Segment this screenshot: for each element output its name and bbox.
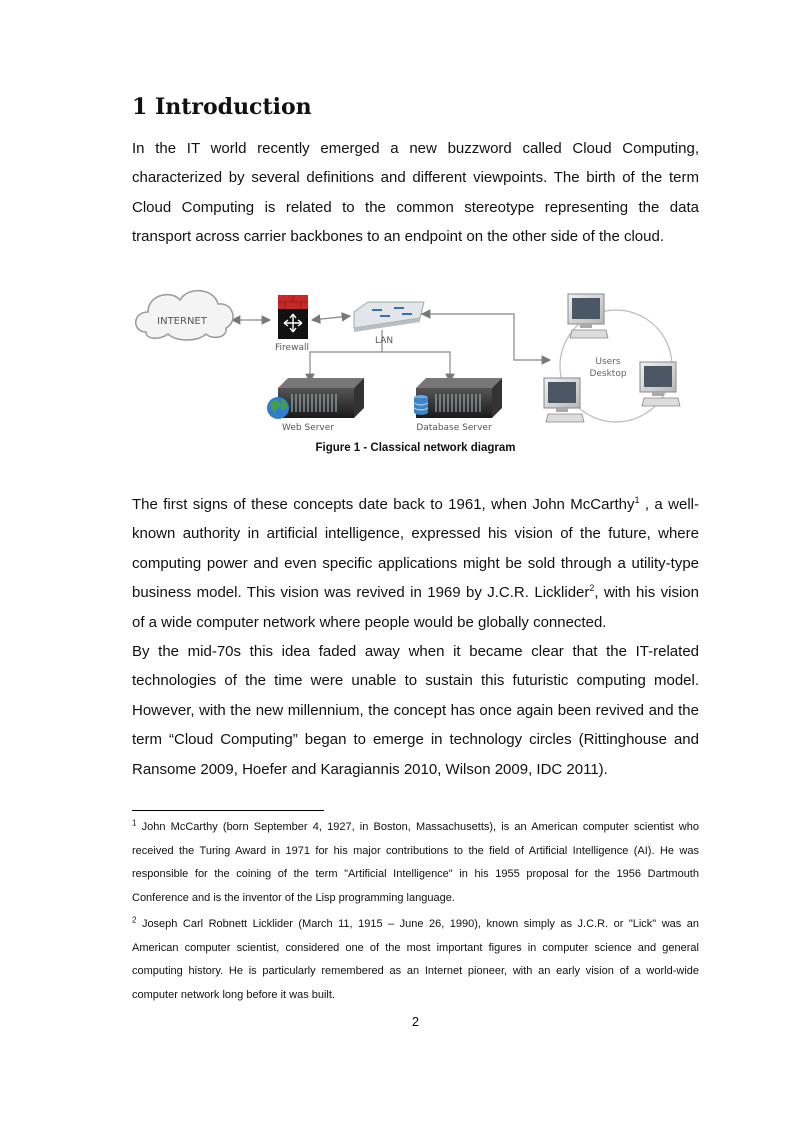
desktop-label: Desktop <box>589 369 627 379</box>
footnote-mark-2: 2 <box>132 915 137 925</box>
internet-cloud-icon <box>136 291 233 340</box>
desktop-computer-icon <box>544 378 584 422</box>
web-server-label: Web Server <box>282 423 334 433</box>
footnote-ref-2[interactable]: 2 <box>589 583 595 594</box>
network-diagram-figure <box>132 280 699 440</box>
figure-caption: Figure 1 - Classical network diagram <box>315 442 516 454</box>
history-paragraph <box>132 490 699 637</box>
footnote-1 <box>132 816 699 910</box>
desktop-computer-icon <box>640 362 680 406</box>
lan-switch-icon <box>354 302 424 346</box>
footnote-text-2: Joseph Carl Robnett Licklider (March 11, 1915 – June 26, 1990), known simply as J.C.R. or "Lick" was an American computer scientist, considered one of the most important figures in computer science and general computing history. He is particularly remembered as an Internet pioneer, with an early vision of a world-wide computer network long before it was built. <box>132 918 699 1001</box>
database-icon <box>414 395 428 415</box>
database-server-label: Database Server <box>416 423 492 433</box>
firewall-icon <box>275 295 309 353</box>
desktop-computer-icon <box>568 294 608 338</box>
web-server-icon <box>267 378 364 433</box>
history-text-part3: , with his vision of a wide computer network where people would be globally connected. <box>132 584 699 631</box>
users-label: Users <box>595 357 621 367</box>
revival-paragraph: By the mid-70s this idea faded away when it became clear that the IT-related technologies of the time were unable to sustain this futuristic computing model. However, with the new millennium, the concept has once again been revived and the term “Cloud Computing” began to emerge in technology circles (Rittinghouse and Ransome 2009, Hoefer and Karagiannis 2010, Wilson 2009, IDC 2011). <box>132 643 699 778</box>
section-heading: 1 Introduction <box>132 94 312 120</box>
users-desktop-group <box>544 294 680 422</box>
footnote-2 <box>132 913 699 1007</box>
internet-label: INTERNET <box>157 316 207 327</box>
history-text-part1: The first signs of these concepts date back to 1961, when John McCarthy <box>132 496 635 513</box>
lan-label: LAN <box>374 336 394 346</box>
footnote-separator <box>132 810 324 811</box>
footnote-ref-1[interactable]: 1 <box>634 495 640 505</box>
intro-paragraph: In the IT world recently emerged a new buzzword called Cloud Computing, characterized by several definitions and different viewpoints. The birth of the term Cloud Computing is related to the common stereotype representing the data transport across carrier backbones to an endpoint on the other side of the cloud. <box>132 140 699 246</box>
firewall-label: Firewall <box>275 343 309 353</box>
page-number: 2 <box>411 1014 420 1029</box>
footnote-text-1: John McCarthy (born September 4, 1927, in Boston, Massachusetts), is an American computer scientist who received the Turing Award in 1971 for his major contributions to the field of Artificial Intelligence (AI). He was responsible for the coining of the term "Artificial Intelligence" in his 1955 proposal for the 1956 Dartmouth Conference and is the inventor of the Lisp programming language. <box>132 821 699 904</box>
database-server-icon <box>414 378 502 433</box>
footnote-mark-1: 1 <box>132 818 137 828</box>
network-diagram <box>132 280 699 440</box>
history-text-part2: , a well-known authority in artificial intelligence, expressed his vision of the future, where computing power and even specific applications might be sold through a utility-type business model. This vision was revived in 1969 by J.C.R. Licklider <box>132 496 699 602</box>
